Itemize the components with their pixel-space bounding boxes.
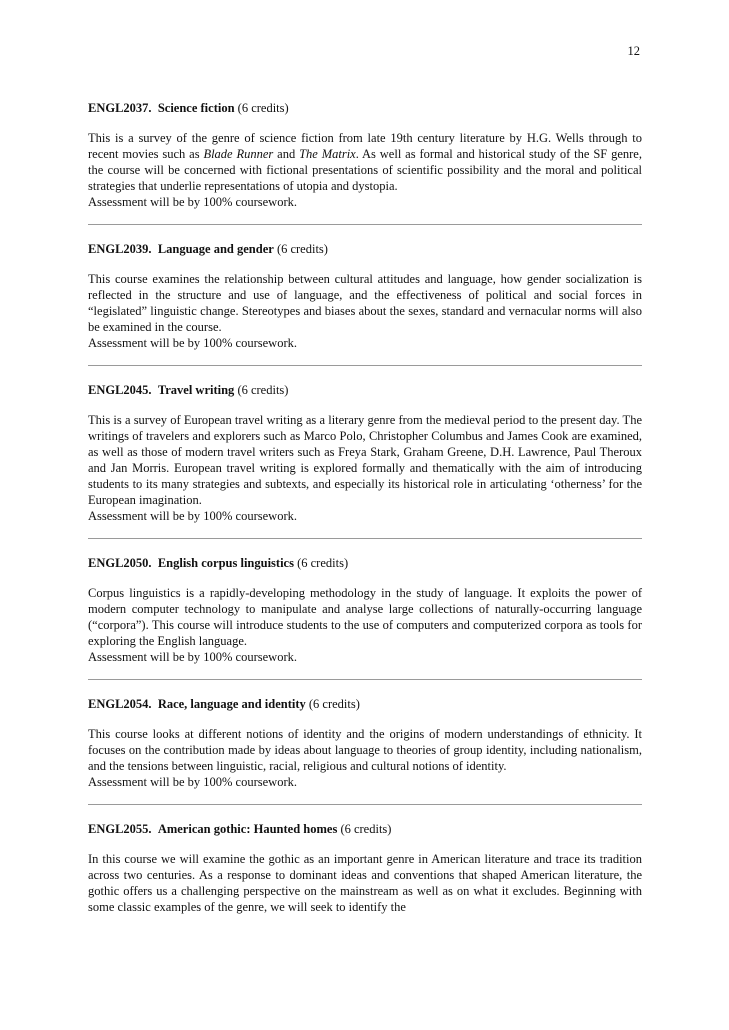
course-description: This course examines the relationship between cultural attitudes and language, how gender socialization is reflected in the structure and use of language, and the effectiveness of political and social forces in “legislated” linguistic change. Stereotypes and biases about the sexes, standard and vernacular norms will also be examined in the course. [88,272,642,334]
course-engl2039 [88,241,642,351]
course-heading [88,100,642,116]
course-credits: (6 credits) [237,101,289,115]
section-divider [88,365,642,366]
course-engl2055 [88,821,642,915]
course-code: ENGL2054. [88,697,152,711]
course-engl2054 [88,696,642,790]
section-divider [88,538,642,539]
course-credits: (6 credits) [276,242,328,256]
course-code: ENGL2050. [88,556,152,570]
course-description: This course looks at different notions of identity and the origins of modern understandings of ethnicity. It focuses on the contribution made by ideas about language to theories of group identity, including nationalism, and the tensions between linguistic, racial, religious and cultural notions of identity. [88,727,642,773]
course-title: Race, language and identity [157,697,306,711]
description-text: . As well as formal and historical study of the SF genre, the course will be concerned with fictional presentations of scientific possibility and the moral and political strategies that underlie representations of utopia and dystopia. [88,147,642,193]
course-credits: (6 credits) [308,697,360,711]
section-divider [88,224,642,225]
description-text: This is a survey of the genre of science fiction from late 19th century literature by H.G. Wells through to recent movies such as [88,131,642,161]
course-engl2050 [88,555,642,665]
course-title: Science fiction [157,101,235,115]
course-engl2037 [88,100,642,210]
course-heading [88,555,642,571]
film-title: Blade Runner [203,147,274,161]
page-number: 12 [627,44,640,58]
course-code: ENGL2055. [88,822,152,836]
course-assessment: Assessment will be by 100% coursework. [88,650,297,664]
course-heading [88,241,642,257]
course-title: Travel writing [157,383,235,397]
course-title: Language and gender [157,242,274,256]
film-title: The Matrix [299,147,356,161]
section-divider [88,679,642,680]
course-heading [88,821,642,837]
course-code: ENGL2045. [88,383,152,397]
course-assessment: Assessment will be by 100% coursework. [88,775,297,789]
course-code: ENGL2039. [88,242,152,256]
course-description [88,130,642,194]
course-heading [88,382,642,398]
course-assessment: Assessment will be by 100% coursework. [88,509,297,523]
section-divider [88,804,642,805]
course-code: ENGL2037. [88,101,152,115]
course-list [88,100,642,915]
course-credits: (6 credits) [297,556,349,570]
course-description: This is a survey of European travel writing as a literary genre from the medieval period to the present day. The writings of travelers and explorers such as Marco Polo, Christopher Columbus and James Cook are examined, as well as those of modern travel writers such as Freya Stark, Graham Greene, D.H. Lawrence, Paul Theroux and Jan Morris. European travel writing is explored formally and thematically with the aim of introducing students to its many strategies and subtexts, and especially its historical role in articulating ‘otherness’ for the European imagination. [88,413,642,507]
course-title: English corpus linguistics [157,556,294,570]
course-heading [88,696,642,712]
course-assessment: Assessment will be by 100% coursework. [88,336,297,350]
course-assessment: Assessment will be by 100% coursework. [88,195,297,209]
course-description: Corpus linguistics is a rapidly-developing methodology in the study of language. It exploits the power of modern computer technology to manipulate and analyse large collections of naturally-occurring language (“corpora”). This course will introduce students to the use of computers and computerized corpora as tools for exploring the English language. [88,586,642,648]
course-title: American gothic: Haunted homes [157,822,338,836]
description-text: and [273,147,300,161]
course-credits: (6 credits) [340,822,392,836]
course-description: In this course we will examine the gothic as an important genre in American literature and trace its tradition across two centuries. As a response to dominant ideas and conventions that shaped American literature, the gothic offers us a challenging perspective on the mainstream as well as on what it excludes. Beginning with some classic examples of the genre, we will seek to identify the [88,852,642,914]
course-credits: (6 credits) [237,383,289,397]
course-engl2045 [88,382,642,524]
